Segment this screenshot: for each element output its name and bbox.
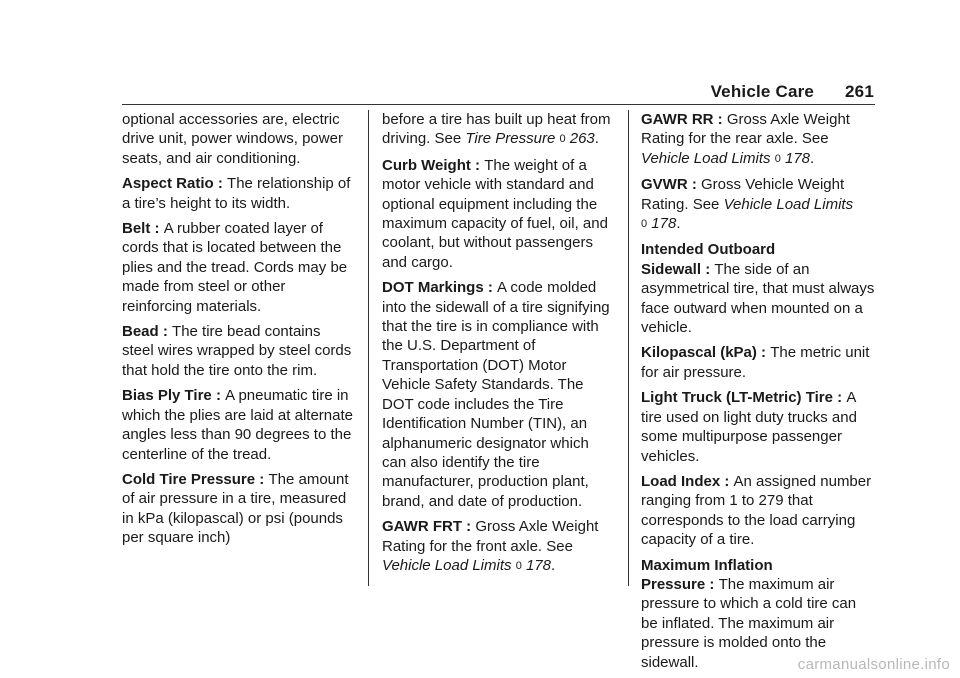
glossary-entry [641, 472, 875, 550]
section-title: Vehicle Care [710, 82, 815, 101]
glossary-definition: The maximum air pressure to which a cold tire can be inflated. The maximum air pressure is molded onto the sidewall. [641, 575, 857, 671]
glossary-term: Maximum Inflation Pressure [641, 556, 773, 593]
glossary-entry [122, 386, 356, 464]
page-reference-number[interactable]: 178 [525, 556, 552, 574]
cross-reference-link[interactable]: Vehicle Load Limits [382, 556, 512, 574]
term-separator: : [720, 472, 734, 490]
column-3 [641, 110, 875, 678]
glossary-definition: A rubber coated layer of cords that is located between the plies and the tread. Cords may be made from steel or other reinforcing materials. [122, 220, 348, 315]
column-1 [122, 110, 356, 554]
watermark: carmanualsonline.info [797, 656, 950, 673]
glossary-entry [382, 278, 616, 511]
glossary-entry: before a tire has built up heat from driving. See Tire Pressure 0 263. [382, 111, 611, 148]
glossary-term: GVWR [641, 176, 688, 194]
glossary-entry: GAWR FRT : Gross Axle Weight Rating for the front axle. See Vehicle Load Limits 0 178. [382, 518, 599, 574]
glossary-term: DOT Markings [382, 279, 484, 297]
glossary-entry [641, 556, 875, 672]
glossary-entry [641, 388, 875, 466]
term-separator: : [701, 260, 715, 278]
glossary-definition: Gross Axle Weight Rating for the front axle. See [382, 518, 599, 555]
term-separator: : [158, 323, 173, 341]
glossary-term: Aspect Ratio [122, 175, 214, 193]
term-separator: : [756, 344, 771, 362]
term-separator: : [213, 175, 228, 193]
glossary-definition: The relationship of a tire’s height to its width. [122, 175, 351, 212]
column-divider [368, 110, 369, 586]
glossary-definition: The side of an asymmetrical tire, that must always face outward when mounted on a vehicle. [641, 260, 875, 337]
glossary-definition: The metric unit for air pressure. [641, 344, 870, 381]
page-reference-icon: 0 [774, 152, 781, 165]
glossary-term: GAWR FRT [382, 518, 462, 536]
glossary-definition: A tire used on light duty trucks and some multipurpose passenger vehicles. [641, 389, 857, 465]
glossary-entry [382, 156, 616, 272]
glossary-term: Bead [122, 323, 159, 341]
glossary-term: Bias Ply Tire [122, 387, 212, 405]
glossary-term: Light Truck (LT-Metric) Tire [641, 389, 833, 407]
glossary-definition: An assigned number ranging from 1 to 279 that corresponds to the load carrying capacity of a tire. [641, 472, 872, 549]
glossary-definition: The tire bead contains steel wires wrapped by steel cords that hold the tire onto the rim. [122, 323, 352, 379]
glossary-entry [122, 219, 356, 316]
glossary-entry [641, 240, 875, 337]
glossary-term: Kilopascal (kPa) [641, 344, 757, 362]
glossary-term: Belt [122, 220, 151, 238]
term-separator: : [150, 220, 164, 238]
glossary-definition: Gross Axle Weight Rating for the rear axle. See [641, 111, 850, 148]
glossary-definition: optional accessories are, electric drive unit, power windows, power seats, and air conditioning. [122, 111, 343, 167]
column-divider [628, 110, 629, 586]
glossary-definition: The weight of a motor vehicle with standard and optional equipment including the maximum capacity of fuel, oil, and coolant, but without passengers and cargo. [382, 156, 608, 271]
term-separator: : [483, 279, 498, 297]
glossary-term: Load Index [641, 472, 721, 490]
term-separator: : [687, 176, 702, 194]
page-number: 261 [845, 82, 874, 101]
page-reference-icon: 0 [559, 133, 566, 146]
cross-reference-link[interactable]: Vehicle Load Limits [641, 149, 771, 167]
glossary-definition: The amount of air pressure in a tire, measured in kPa (kilopascal) or psi (pounds per square inch) [122, 470, 349, 547]
glossary-definition: A code molded into the sidewall of a tire signifying that the tire is in compliance with the U.S. Department of Transportation (DOT) Motor Vehicle Safety Standards. The DOT code includes the Tire Identification Number (TIN), an alphanumeric designator which can also identify the tire manufacturer, production plant, brand, and date of production. [382, 279, 610, 510]
page-header [711, 82, 874, 102]
term-separator: : [705, 575, 719, 593]
glossary-entry [122, 110, 356, 168]
glossary-term: Curb Weight [382, 156, 471, 174]
page-reference-number[interactable]: 178 [651, 215, 677, 233]
page-reference-icon: 0 [515, 559, 522, 572]
page-reference-icon: 0 [641, 218, 648, 231]
glossary-entry: GVWR : Gross Vehicle Weight Rating. See Vehicle Load Limits 0 178. [641, 176, 854, 233]
cross-reference-link[interactable]: Tire Pressure [465, 130, 556, 148]
glossary-entry [122, 322, 356, 380]
glossary-entry [122, 470, 356, 548]
term-separator: : [470, 156, 485, 174]
header-rule [122, 104, 875, 105]
glossary-definition: before a tire has built up heat from driving. See [382, 111, 611, 148]
glossary-term: GAWR RR [641, 111, 714, 128]
glossary-term: Intended Outboard Sidewall [641, 241, 776, 278]
term-separator: : [832, 389, 847, 407]
term-separator: : [211, 387, 226, 405]
page-reference-number[interactable]: 178 [784, 149, 811, 167]
cross-reference-link[interactable]: Vehicle Load Limits [723, 195, 854, 213]
glossary-definition: A pneumatic tire in which the plies are laid at alternate angles less than 90 degrees to the centerline of the tread. [122, 387, 353, 463]
column-2 [382, 110, 616, 582]
glossary-term: Cold Tire Pressure [122, 470, 256, 488]
glossary-entry [122, 174, 356, 213]
term-separator: : [713, 111, 727, 128]
page-reference-number[interactable]: 263 [569, 130, 595, 148]
glossary-entry [641, 343, 875, 382]
term-separator: : [255, 470, 269, 488]
term-separator: : [462, 518, 476, 536]
glossary-definition: Gross Vehicle Weight Rating. See [641, 176, 845, 213]
glossary-entry: GAWR RR : Gross Axle Weight Rating for the rear axle. See Vehicle Load Limits 0 178. [641, 111, 850, 167]
